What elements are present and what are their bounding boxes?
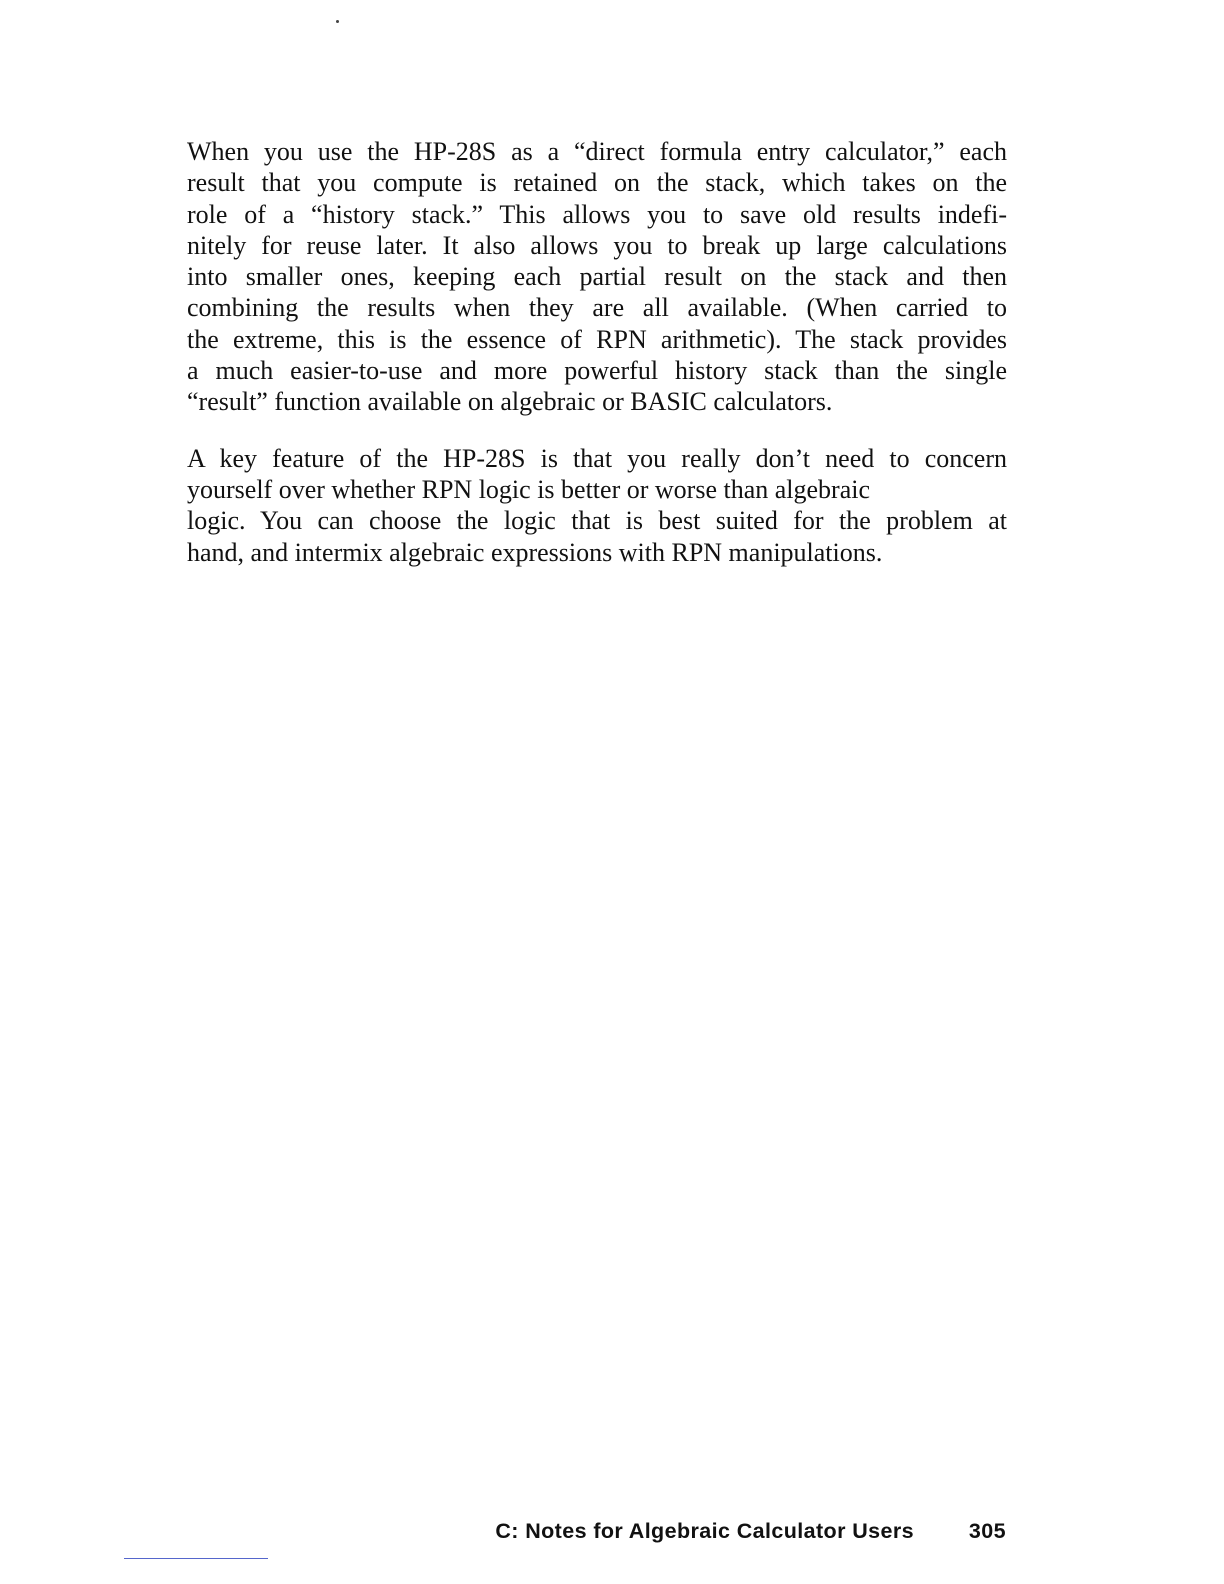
paragraph-1-line: result that you compute is retained on the stack, which takes on the [187, 168, 1007, 198]
body-text [187, 136, 1007, 568]
paragraph-1-line: When you use the HP-28S as a “direct formula entry calculator,” each [187, 137, 1007, 166]
paragraph-2-line: A key feature of the HP-28S is that you really don’t need to concern [187, 443, 1007, 473]
page-footer [0, 1515, 1006, 1547]
paragraph-1-line: role of a “history stack.” This allows you to save old results indefi- [187, 199, 1007, 229]
paragraph-1-line: combining the results when they are all available. (When carried to [187, 293, 1007, 323]
paragraph-1-line: “result” function available on algebraic or BASIC calculators. [187, 387, 833, 417]
paragraph-1-line: the extreme, this is the essence of RPN arithmetic). The stack provides [187, 324, 1007, 354]
paragraph-1-line: nitely for reuse later. It also allows you to break up large calculations [187, 230, 1007, 260]
paragraph-2 [187, 443, 1007, 568]
page-number: 305 [968, 1519, 1006, 1543]
paragraph-2-line: yourself over whether RPN logic is better or worse than algebraic [187, 474, 871, 504]
paragraph-1 [187, 136, 1007, 418]
stray-dot [336, 20, 339, 23]
paragraph-2-line: hand, and intermix algebraic expressions with RPN manipulations. [187, 537, 883, 567]
paragraph-1-line: into smaller ones, keeping each partial result on the stack and then [187, 262, 1007, 292]
edge-rule [124, 1558, 268, 1559]
paragraph-2-line: logic. You can choose the logic that is best suited for the problem at [187, 506, 1007, 536]
running-title: C: Notes for Algebraic Calculator Users [495, 1519, 914, 1543]
paragraph-1-line: a much easier-to-use and more powerful history stack than the single [187, 356, 1007, 386]
